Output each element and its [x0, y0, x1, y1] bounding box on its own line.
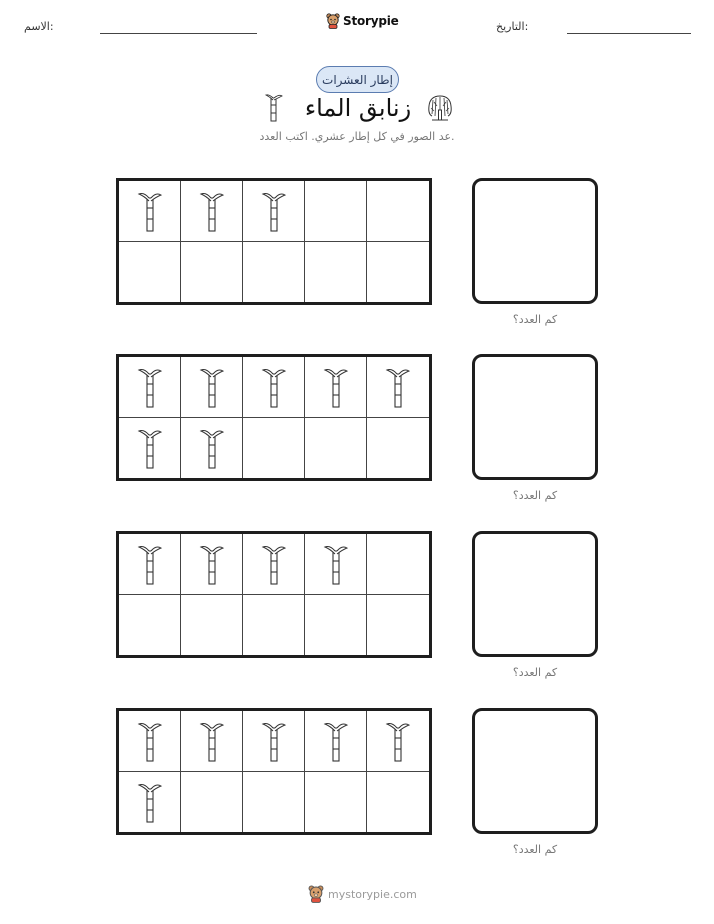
bamboo-icon: [137, 427, 163, 469]
ten-frame-cell: [367, 534, 429, 595]
brand: [326, 13, 399, 29]
page-title: زنابق الماء: [304, 94, 412, 122]
ten-frame-cell: [119, 534, 181, 595]
ten-frame-cell: [119, 772, 181, 833]
bamboo-icon: [137, 781, 163, 823]
ten-frame-cell: [305, 711, 367, 772]
ten-frame-cell: [305, 357, 367, 418]
instructions: عد الصور في كل إطار عشري. اكتب العدد.: [259, 130, 455, 143]
name-label: الاسم:: [24, 20, 54, 33]
bamboo-icon: [261, 190, 287, 232]
how-many-label-4: كم العدد؟: [512, 843, 558, 856]
ten-frame-cell: [243, 595, 305, 656]
bamboo-icon: [199, 543, 225, 585]
ten-frame-cell: [119, 418, 181, 479]
bamboo-icon: [199, 190, 225, 232]
ten-frame-cell: [305, 772, 367, 833]
ten-frame-cell: [181, 711, 243, 772]
ten-frame-cell: [243, 534, 305, 595]
date-label: التاريخ:: [496, 20, 529, 33]
bamboo-icon: [323, 720, 349, 762]
ten-frame-cell: [367, 711, 429, 772]
brand-name: Storypie: [343, 14, 399, 28]
ten-frame-cell: [305, 418, 367, 479]
footer: [308, 885, 417, 903]
ten-frame-cell: [243, 242, 305, 303]
bamboo-icon: [261, 366, 287, 408]
ten-frame-cell: [305, 534, 367, 595]
bamboo-icon: [261, 720, 287, 762]
ten-frame-cell: [367, 242, 429, 303]
bamboo-icon: [137, 190, 163, 232]
bamboo-icon: [199, 366, 225, 408]
ten-frame-cell: [119, 357, 181, 418]
how-many-label-1: كم العدد؟: [512, 313, 558, 326]
ten-frame-cell: [243, 357, 305, 418]
bamboo-icon: [137, 366, 163, 408]
ten-frame-cell: [367, 181, 429, 242]
bamboo-icon: [385, 720, 411, 762]
bear-logo-icon: [326, 13, 340, 29]
ten-frame-cell: [243, 711, 305, 772]
ten-frame-cell: [367, 418, 429, 479]
bamboo-icon: [264, 92, 284, 122]
ten-frame-cell: [119, 711, 181, 772]
ten-frame-cell: [367, 357, 429, 418]
ten-frame-cell: [243, 181, 305, 242]
bamboo-icon: [199, 427, 225, 469]
bamboo-icon: [323, 543, 349, 585]
footer-url: mystorypie.com: [328, 887, 417, 901]
ten-frame-cell: [181, 357, 243, 418]
ten-frame-cell: [305, 595, 367, 656]
answer-box-3[interactable]: [472, 531, 598, 657]
ten-frame-cell: [181, 595, 243, 656]
bamboo-icon: [385, 366, 411, 408]
ten-frame-cell: [181, 772, 243, 833]
bamboo-icon: [323, 366, 349, 408]
ten-frame-cell: [119, 242, 181, 303]
name-line[interactable]: [100, 33, 257, 34]
answer-box-2[interactable]: [472, 354, 598, 480]
how-many-label-3: كم العدد؟: [512, 666, 558, 679]
how-many-label-2: كم العدد؟: [512, 489, 558, 502]
ten-frame-cell: [243, 418, 305, 479]
bamboo-icon: [137, 720, 163, 762]
ten-frame-cell: [367, 772, 429, 833]
ten-frame-cell: [305, 181, 367, 242]
bamboo-icon: [137, 543, 163, 585]
bear-logo-icon: [308, 885, 324, 903]
bamboo-icon: [199, 720, 225, 762]
topic-badge: إطار العشرات: [316, 66, 399, 93]
date-line[interactable]: [567, 33, 691, 34]
ten-frame-cell: [181, 534, 243, 595]
ten-frame-cell: [119, 181, 181, 242]
ten-frame-2: [116, 354, 432, 481]
ten-frame-cell: [119, 595, 181, 656]
ten-frame-3: [116, 531, 432, 658]
willow-tree-icon: [424, 92, 456, 122]
answer-box-1[interactable]: [472, 178, 598, 304]
answer-box-4[interactable]: [472, 708, 598, 834]
ten-frame-1: [116, 178, 432, 305]
ten-frame-cell: [181, 418, 243, 479]
bamboo-icon: [261, 543, 287, 585]
ten-frame-cell: [181, 242, 243, 303]
ten-frame-cell: [305, 242, 367, 303]
ten-frame-cell: [243, 772, 305, 833]
ten-frame-cell: [181, 181, 243, 242]
ten-frame-cell: [367, 595, 429, 656]
ten-frame-4: [116, 708, 432, 835]
